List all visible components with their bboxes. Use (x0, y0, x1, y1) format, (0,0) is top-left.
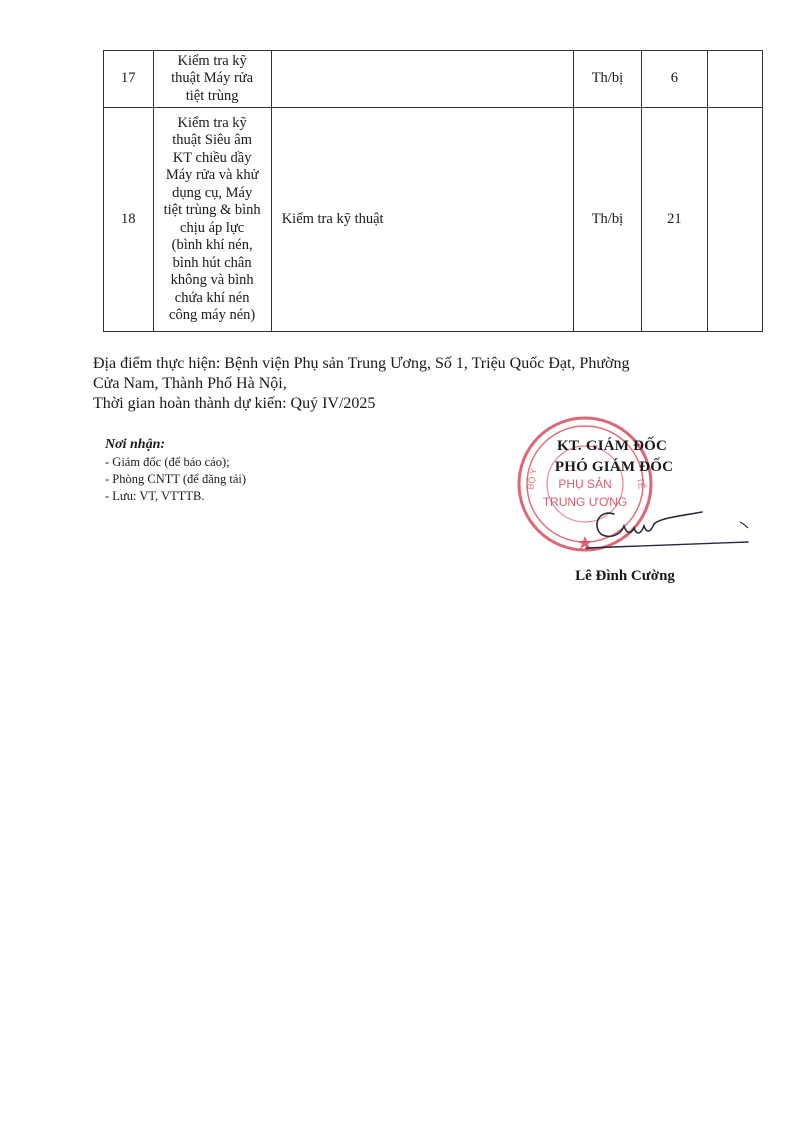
item-name-cell (153, 108, 271, 332)
description-cell: Kiểm tra kỹ thuật (271, 108, 573, 332)
recipient-item: - Giám đốc (để báo cáo); (105, 455, 230, 469)
location-line: Cửa Nam, Thành Phố Hà Nội, (93, 375, 287, 392)
recipients-title: Nơi nhận: (105, 437, 166, 452)
svg-text:TRUNG ƯƠNG: TRUNG ƯƠNG (542, 495, 628, 509)
table-row (104, 108, 763, 332)
item-name-text: Kiểm tra kỹ thuật Siêu âm KT chiều dầy Máy rửa và khử dụng cụ, Máy tiệt trùng & bình chịu áp lực (bình khí nén, bình hút chân không và bình chứa khí nén công máy nén) (163, 114, 261, 323)
unit-cell: Th/bị (573, 108, 642, 332)
description-cell (271, 51, 573, 108)
location-paragraph (93, 354, 713, 414)
quantity-cell: 6 (642, 51, 707, 108)
svg-text:BỘ Y: BỘ Y (525, 467, 539, 491)
item-name-text: Kiểm tra kỹ thuật Máy rửa tiệt trùng (171, 52, 254, 104)
item-name-cell (153, 51, 271, 108)
row-number-cell: 17 (104, 51, 154, 108)
recipients-block (105, 436, 246, 505)
location-line: Địa điểm thực hiện: Bệnh viện Phụ sản Trung Ương, Số 1, Triệu Quốc Đạt, Phường (93, 355, 630, 372)
signer-name: Lê Đình Cường (575, 568, 675, 584)
equipment-table (103, 50, 763, 332)
unit-cell: Th/bị (573, 51, 642, 108)
note-cell (707, 51, 762, 108)
completion-time-line: Thời gian hoàn thành dự kiến: Quý IV/2025 (93, 395, 376, 412)
table-row (104, 51, 763, 108)
svg-text:PHỤ SẢN: PHỤ SẢN (558, 477, 612, 491)
signature-title-1: KT. GIÁM ĐỐC (556, 438, 668, 454)
svg-text:TẾ: TẾ (635, 476, 647, 490)
handwritten-signature-icon (580, 502, 750, 552)
recipient-item: - Phòng CNTT (để đăng tải) (105, 472, 247, 486)
signature-title-2: PHÓ GIÁM ĐỐC (554, 459, 674, 475)
note-cell (707, 108, 762, 332)
signature-block (510, 414, 750, 594)
quantity-cell: 21 (642, 108, 707, 332)
row-number-cell: 18 (104, 108, 154, 332)
recipient-item: - Lưu: VT, VTTTB. (105, 489, 205, 503)
